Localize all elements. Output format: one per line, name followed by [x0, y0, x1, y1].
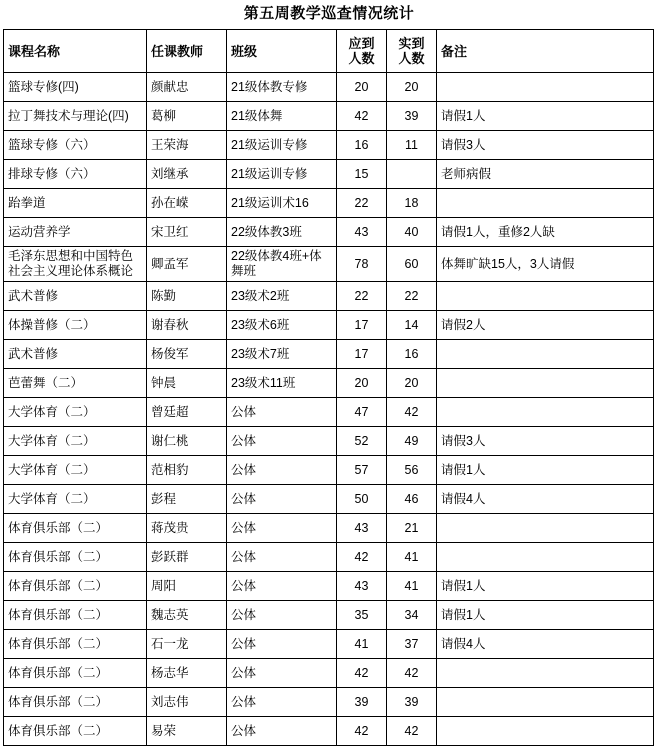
- cell-teacher: 钟晨: [147, 369, 227, 398]
- cell-due-count: 78: [337, 247, 387, 282]
- column-header-due-line1: 应到: [348, 36, 375, 51]
- cell-class: 23级术6班: [227, 311, 337, 340]
- cell-teacher: 易荣: [147, 717, 227, 746]
- cell-course: 篮球专修(四): [4, 73, 147, 102]
- cell-actual-count: 49: [387, 427, 437, 456]
- cell-remark: 请假1人: [437, 456, 654, 485]
- cell-remark: 请假4人: [437, 630, 654, 659]
- cell-remark: 请假1人，重修2人缺: [437, 218, 654, 247]
- cell-teacher: 孙在嵘: [147, 189, 227, 218]
- table-row: [4, 572, 654, 601]
- cell-course: 运动营养学: [4, 218, 147, 247]
- cell-actual-count: 56: [387, 456, 437, 485]
- cell-class: 公体: [227, 427, 337, 456]
- cell-course: 拉丁舞技术与理论(四): [4, 102, 147, 131]
- cell-actual-count: 42: [387, 398, 437, 427]
- table-row: [4, 102, 654, 131]
- cell-actual-count: 60: [387, 247, 437, 282]
- table-row: [4, 73, 654, 102]
- cell-course: 体育俱乐部（二）: [4, 601, 147, 630]
- cell-class: 公体: [227, 630, 337, 659]
- cell-teacher: 谢春秋: [147, 311, 227, 340]
- cell-actual-count: [387, 160, 437, 189]
- cell-actual-count: 20: [387, 73, 437, 102]
- cell-remark: 请假3人: [437, 131, 654, 160]
- table-header-row: [4, 30, 654, 73]
- column-header-remark: 备注: [437, 30, 654, 73]
- table-row: [4, 601, 654, 630]
- cell-course: 篮球专修（六）: [4, 131, 147, 160]
- cell-teacher: 王荣海: [147, 131, 227, 160]
- table-row: [4, 398, 654, 427]
- table-row: [4, 160, 654, 189]
- cell-course: 体育俱乐部（二）: [4, 630, 147, 659]
- cell-remark: 请假1人: [437, 572, 654, 601]
- cell-class: 公体: [227, 601, 337, 630]
- cell-class: 21级体教专修: [227, 73, 337, 102]
- cell-remark: [437, 73, 654, 102]
- cell-course: 大学体育（二）: [4, 427, 147, 456]
- cell-due-count: 20: [337, 73, 387, 102]
- cell-teacher: 葛柳: [147, 102, 227, 131]
- column-header-class: 班级: [227, 30, 337, 73]
- cell-class: 21级体舞: [227, 102, 337, 131]
- cell-actual-count: 39: [387, 688, 437, 717]
- cell-due-count: 50: [337, 485, 387, 514]
- cell-teacher: 杨志华: [147, 659, 227, 688]
- cell-remark: 请假2人: [437, 311, 654, 340]
- cell-remark: [437, 514, 654, 543]
- cell-remark: [437, 282, 654, 311]
- cell-remark: [437, 398, 654, 427]
- cell-teacher: 周阳: [147, 572, 227, 601]
- cell-class: 21级运训术16: [227, 189, 337, 218]
- table-row: [4, 427, 654, 456]
- cell-class: 公体: [227, 688, 337, 717]
- cell-actual-count: 11: [387, 131, 437, 160]
- column-header-actual-line1: 实到: [398, 36, 425, 51]
- cell-teacher: 谢仁桃: [147, 427, 227, 456]
- cell-actual-count: 41: [387, 543, 437, 572]
- cell-due-count: 57: [337, 456, 387, 485]
- cell-class: 23级术11班: [227, 369, 337, 398]
- cell-actual-count: 22: [387, 282, 437, 311]
- cell-class: 21级运训专修: [227, 160, 337, 189]
- table-row: [4, 514, 654, 543]
- cell-due-count: 42: [337, 102, 387, 131]
- cell-due-count: 17: [337, 311, 387, 340]
- cell-course: 体育俱乐部（二）: [4, 572, 147, 601]
- cell-teacher: 卿孟军: [147, 247, 227, 282]
- cell-course: 跆拳道: [4, 189, 147, 218]
- cell-actual-count: 20: [387, 369, 437, 398]
- cell-class: 公体: [227, 514, 337, 543]
- cell-teacher: 彭程: [147, 485, 227, 514]
- cell-due-count: 35: [337, 601, 387, 630]
- cell-class: 公体: [227, 398, 337, 427]
- cell-remark: 体舞旷缺15人，3人请假: [437, 247, 654, 282]
- cell-course: 体育俱乐部（二）: [4, 659, 147, 688]
- cell-class: 公体: [227, 717, 337, 746]
- cell-due-count: 43: [337, 514, 387, 543]
- cell-class: 22级体教3班: [227, 218, 337, 247]
- cell-remark: [437, 543, 654, 572]
- cell-due-count: 43: [337, 572, 387, 601]
- cell-due-count: 42: [337, 659, 387, 688]
- column-header-due-count: [337, 30, 387, 73]
- cell-class: 23级术7班: [227, 340, 337, 369]
- cell-actual-count: 37: [387, 630, 437, 659]
- cell-class: 公体: [227, 543, 337, 572]
- cell-actual-count: 34: [387, 601, 437, 630]
- cell-due-count: 20: [337, 369, 387, 398]
- table-row: [4, 247, 654, 282]
- cell-teacher: 彭跃群: [147, 543, 227, 572]
- column-header-actual-count: [387, 30, 437, 73]
- table-row: [4, 717, 654, 746]
- cell-teacher: 石一龙: [147, 630, 227, 659]
- cell-teacher: 陈勤: [147, 282, 227, 311]
- cell-due-count: 47: [337, 398, 387, 427]
- cell-course: 武术普修: [4, 340, 147, 369]
- cell-actual-count: 42: [387, 717, 437, 746]
- cell-due-count: 39: [337, 688, 387, 717]
- cell-class: 公体: [227, 485, 337, 514]
- column-header-course: 课程名称: [4, 30, 147, 73]
- cell-course: 芭蕾舞（二）: [4, 369, 147, 398]
- inspection-statistics-table: [3, 29, 654, 746]
- column-header-teacher: 任课教师: [147, 30, 227, 73]
- cell-remark: 请假4人: [437, 485, 654, 514]
- cell-actual-count: 14: [387, 311, 437, 340]
- table-row: [4, 369, 654, 398]
- table-body: [4, 73, 654, 746]
- cell-due-count: 42: [337, 543, 387, 572]
- cell-actual-count: 41: [387, 572, 437, 601]
- cell-class: 21级运训专修: [227, 131, 337, 160]
- cell-remark: 请假3人: [437, 427, 654, 456]
- cell-remark: [437, 659, 654, 688]
- cell-class: 22级体教4班+体舞班: [227, 247, 337, 282]
- cell-due-count: 17: [337, 340, 387, 369]
- table-row: [4, 340, 654, 369]
- cell-due-count: 22: [337, 282, 387, 311]
- cell-class: 公体: [227, 456, 337, 485]
- cell-class: 公体: [227, 572, 337, 601]
- cell-actual-count: 16: [387, 340, 437, 369]
- table-row: [4, 659, 654, 688]
- cell-course: 大学体育（二）: [4, 456, 147, 485]
- cell-remark: 老师病假: [437, 160, 654, 189]
- cell-remark: [437, 189, 654, 218]
- cell-actual-count: 21: [387, 514, 437, 543]
- cell-actual-count: 42: [387, 659, 437, 688]
- table-row: [4, 630, 654, 659]
- cell-remark: [437, 369, 654, 398]
- cell-actual-count: 39: [387, 102, 437, 131]
- cell-teacher: 刘继承: [147, 160, 227, 189]
- cell-course: 大学体育（二）: [4, 485, 147, 514]
- cell-course: 体育俱乐部（二）: [4, 514, 147, 543]
- cell-teacher: 范相豹: [147, 456, 227, 485]
- cell-course: 毛泽东思想和中国特色社会主义理论体系概论: [4, 247, 147, 282]
- cell-due-count: 15: [337, 160, 387, 189]
- cell-class: 23级术2班: [227, 282, 337, 311]
- cell-course: 体育俱乐部（二）: [4, 717, 147, 746]
- cell-course: 体育俱乐部（二）: [4, 543, 147, 572]
- cell-teacher: 杨俊军: [147, 340, 227, 369]
- table-row: [4, 218, 654, 247]
- cell-remark: 请假1人: [437, 102, 654, 131]
- cell-teacher: 宋卫红: [147, 218, 227, 247]
- cell-actual-count: 46: [387, 485, 437, 514]
- cell-teacher: 曾廷超: [147, 398, 227, 427]
- table-row: [4, 485, 654, 514]
- cell-teacher: 蒋茂贵: [147, 514, 227, 543]
- cell-course: 大学体育（二）: [4, 398, 147, 427]
- table-row: [4, 311, 654, 340]
- cell-teacher: 颜献忠: [147, 73, 227, 102]
- table-header: [4, 30, 654, 73]
- cell-remark: [437, 340, 654, 369]
- cell-due-count: 16: [337, 131, 387, 160]
- page-title: 第五周教学巡查情况统计: [243, 5, 415, 22]
- cell-course: 体操普修（二）: [4, 311, 147, 340]
- table-row: [4, 543, 654, 572]
- cell-course: 排球专修（六）: [4, 160, 147, 189]
- cell-course: 体育俱乐部（二）: [4, 688, 147, 717]
- cell-teacher: 刘志伟: [147, 688, 227, 717]
- cell-actual-count: 18: [387, 189, 437, 218]
- cell-remark: [437, 717, 654, 746]
- column-header-due-line2: 人数: [348, 51, 375, 66]
- table-row: [4, 688, 654, 717]
- table-row: [4, 131, 654, 160]
- cell-due-count: 41: [337, 630, 387, 659]
- table-row: [4, 456, 654, 485]
- table-row: [4, 189, 654, 218]
- cell-class: 公体: [227, 659, 337, 688]
- cell-remark: [437, 688, 654, 717]
- cell-remark: 请假1人: [437, 601, 654, 630]
- column-header-actual-line2: 人数: [398, 51, 425, 66]
- cell-due-count: 52: [337, 427, 387, 456]
- cell-due-count: 42: [337, 717, 387, 746]
- table-row: [4, 282, 654, 311]
- cell-actual-count: 40: [387, 218, 437, 247]
- cell-due-count: 22: [337, 189, 387, 218]
- cell-teacher: 魏志英: [147, 601, 227, 630]
- cell-due-count: 43: [337, 218, 387, 247]
- cell-course: 武术普修: [4, 282, 147, 311]
